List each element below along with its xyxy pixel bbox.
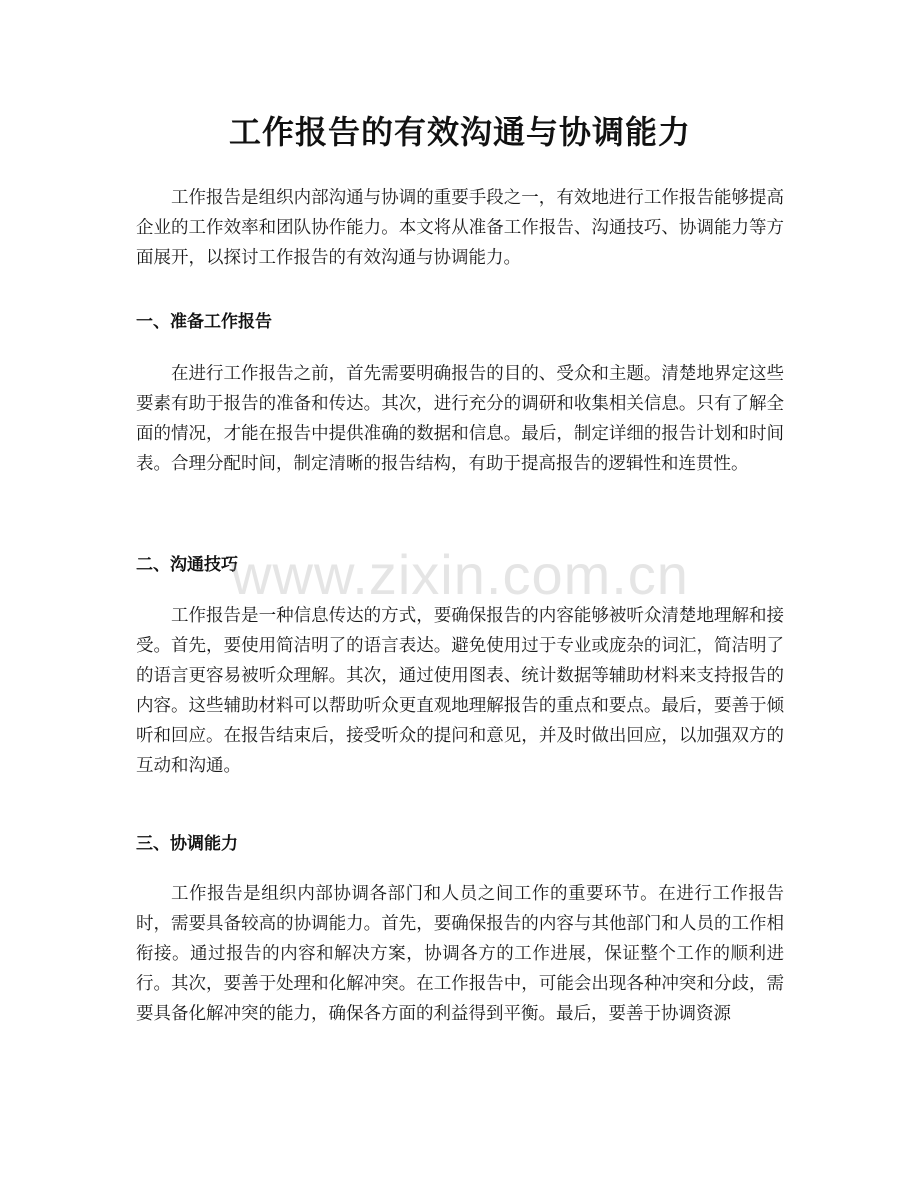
section-2-body: 工作报告是一种信息传达的方式，要确保报告的内容能够被听众清楚地理解和接受。首先，要使用简洁明了的语言表达。避免使用过于专业或庞杂的词汇，简洁明了的语言更容易被听众理解。其次，通过使用图表、统计数据等辅助材料来支持报告的内容。这些辅助材料可以帮助听众更直观地理解报告的重点和要点。最后，要善于倾听和回应。在报告结束后，接受听众的提问和意见，并及时做出回应，以加强双方的互动和沟通。 [136,606,784,776]
section-1-heading: 一、准备工作报告 [136,312,272,332]
section-2-heading: 二、沟通技巧 [136,555,238,575]
document-title: 工作报告的有效沟通与协调能力 [228,113,691,151]
section-1-body: 在进行工作报告之前，首先需要明确报告的目的、受众和主题。清楚地界定这些要素有助于报告的准备和传达。其次，进行充分的调研和收集相关信息。只有了解全面的情况，才能在报告中提供准确的数据和信息。最后，制定详细的报告计划和时间表。合理分配时间，制定清晰的报告结构，有助于提高报告的逻辑性和连贯性。 [136,364,784,474]
section-3-heading: 三、协调能力 [136,834,238,854]
section-3-body: 工作报告是组织内部协调各部门和人员之间工作的重要环节。在进行工作报告时，需要具备较高的协调能力。首先，要确保报告的内容与其他部门和人员的工作相衔接。通过报告的内容和解决方案，协调各方的工作进展，保证整个工作的顺利进行。其次，要善于处理和化解冲突。在工作报告中，可能会出现各种冲突和分歧，需要具备化解冲突的能力，确保各方面的利益得到平衡。最后，要善于协调资源 [136,884,784,1024]
watermark-text: www.zixin.com.cn [231,543,689,606]
intro-paragraph: 工作报告是组织内部沟通与协调的重要手段之一，有效地进行工作报告能够提高企业的工作效率和团队协作能力。本文将从准备工作报告、沟通技巧、协调能力等方面展开，以探讨工作报告的有效沟通与协调能力。 [136,188,784,268]
